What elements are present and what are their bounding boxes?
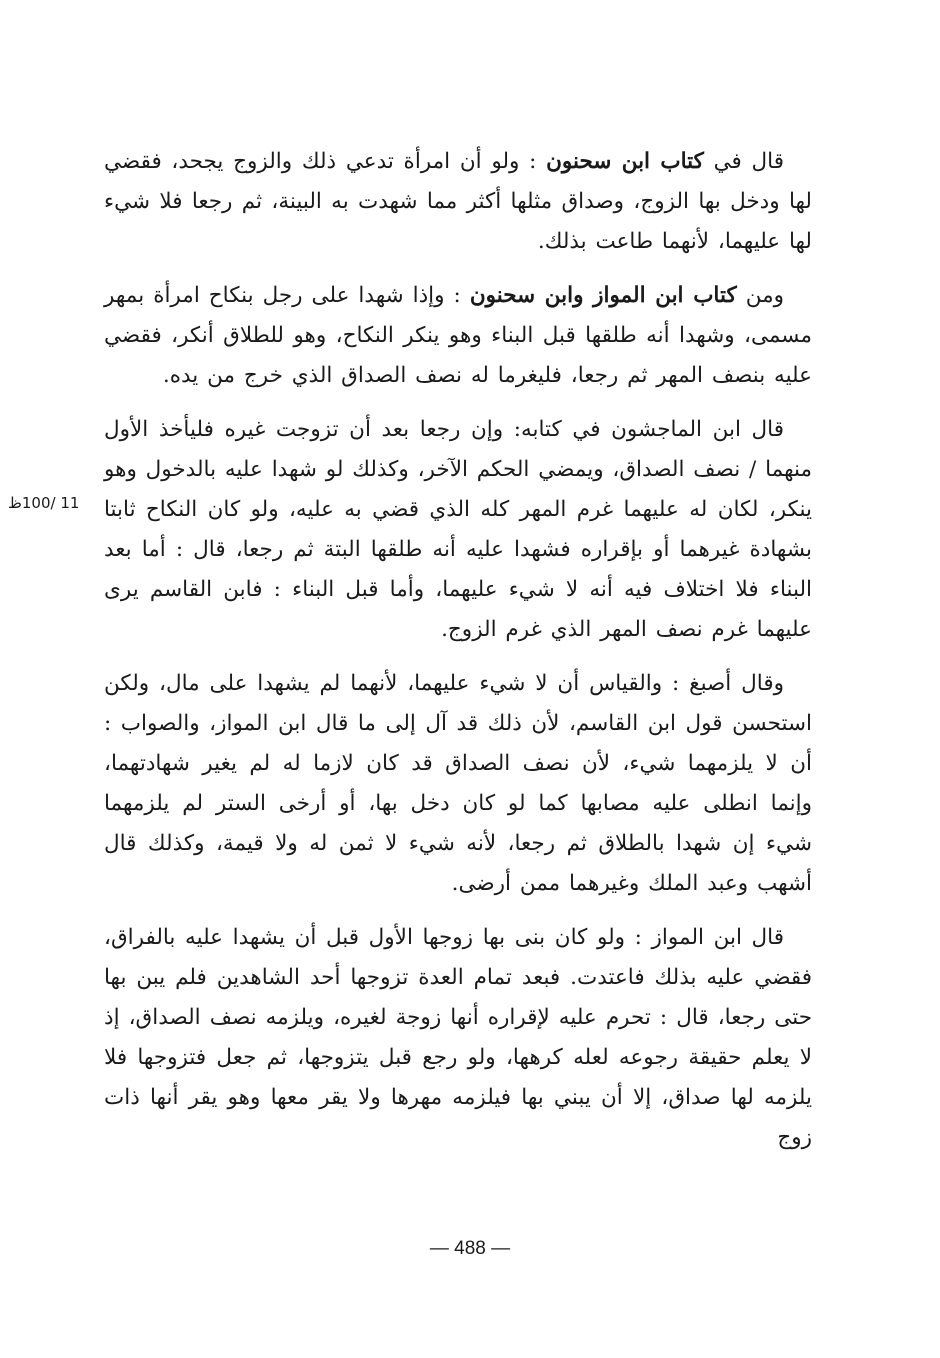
manuscript-folio-note: 11 /100ظ: [8, 494, 80, 512]
paragraph-2-source: كتاب ابن المواز وابن سحنون: [469, 283, 737, 308]
paragraph-1-lead: قال في: [703, 149, 784, 174]
paragraph-3-text: قال ابن الماجشون في كتابه: وإن رجعا بعد أن تزوجت غيره فليأخذ الأول منهما / نصف الصداق، ويمضي الحكم الآخر، وكذلك لو شهدا عليه بالدخول وهو ينكر، لكان له عليهما غرم المهر كله الذي قضي به عليه، ولو كان النكاح ثابتا بشهادة غيرهما أو بإقراره فشهدا عليه أنه طلقها البتة ثم رجعا، قال : أما بعد البناء فلا اختلاف فيه أنه لا شيء عليهما، وأما قبل البناء : فابن القاسم يرى عليهما غرم نصف المهر الذي غرم الزوج.: [104, 417, 812, 642]
paragraph-1: [104, 142, 812, 262]
paragraph-3: [104, 410, 812, 650]
paragraph-4-text: وقال أصبغ : والقياس أن لا شيء عليهما، لأنهما لم يشهدا على مال، ولكن استحسن قول ابن القاسم، لأن ذلك قد آل إلى ما قال ابن المواز، والصواب : أن لا يلزمهما شيء، لأن نصف الصداق قد كان لازما له لم يغير شهادتهما، وإنما انطلى عليه مصابها كما لو كان دخل بها، أو أرخى الستر لم يلزمهما شيء إن شهدا بالطلاق ثم رجعا، لأنه شيء لا ثمن له ولا قيمة، وكذلك قال أشهب وعبد الملك وغيرهما ممن أرضى.: [104, 671, 812, 896]
paragraph-2: [104, 276, 812, 396]
body-text: [104, 142, 812, 1158]
page-number: — 488 —: [429, 1238, 511, 1259]
paragraph-2-lead: ومن: [736, 283, 784, 308]
paragraph-5-text: قال ابن المواز : ولو كان بنى بها زوجها الأول قبل أن يشهدا عليه بالفراق، فقضي عليه بذلك فاعتدت. فبعد تمام العدة تزوجها أحد الشاهدين فلم يبن بها حتى رجعا، قال : تحرم عليه لإقراره أنها زوجة لغيره، ويلزمه نصف الصداق، إذ لا يعلم حقيقة رجوعه لعله كرهها، ولو رجع قبل يتزوجها، ثم جعل فتزوجها فلا يلزمه لها صداق، إلا أن يبني بها فيلزمه مهرها ولا يقر معها وهو يقر أنها ذات زوج: [104, 925, 812, 1150]
paragraph-2-text: : وإذا شهدا على رجل بنكاح امرأة بمهر مسمى، وشهدا أنه طلقها قبل البناء وهو ينكر النكاح، وهو للطلاق أنكر، فقضي عليه بنصف المهر ثم رجعا، فليغرما له نصف الصداق الذي خرج من يده.: [104, 283, 812, 388]
paragraph-4: [104, 664, 812, 904]
paragraph-1-source: كتاب ابن سحنون: [546, 149, 704, 174]
paragraph-5: [104, 918, 812, 1158]
paragraph-1-text: : ولو أن امرأة تدعي ذلك والزوج يجحد، فقضي لها ودخل بها الزوج، وصداق مثلها أكثر مما شهدت به البينة، ثم رجعا فلا شيء لها عليهما، لأنهما طاعت بذلك.: [104, 149, 812, 254]
